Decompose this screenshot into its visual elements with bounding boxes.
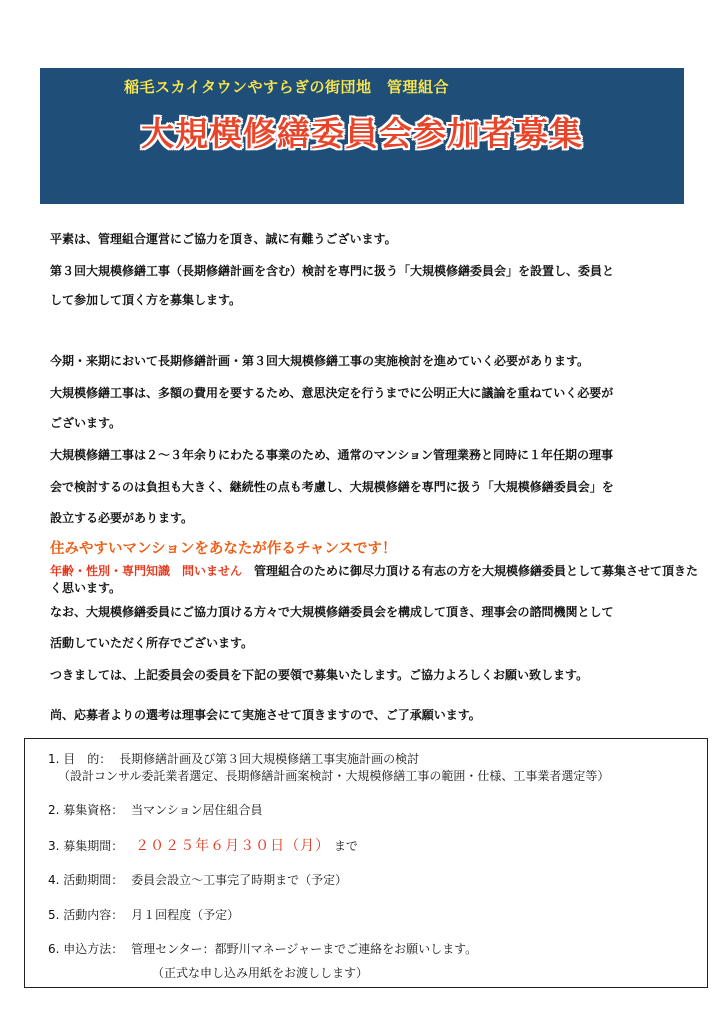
selection-paragraph: 尚、応募者よりの選考は理事会にて実施させて頂きますので、ご了承願います。 bbox=[50, 708, 481, 722]
advisory-paragraph-line2: 活動していただく所存でございます。 bbox=[50, 636, 254, 650]
eligibility-text: 管理組合のために御尽力頂ける有志の方を大規模修繕委員として募集させて頂きたく思います。 bbox=[50, 564, 699, 595]
cost-paragraph-line1: 大規模修繕工事は、多額の費用を要するため、意思決定を行うまでに公明正大に議論を重ねていく必要が bbox=[50, 386, 614, 400]
detail-activity-period-value: 委員会設立～工事完了時期まで（予定） bbox=[131, 873, 348, 887]
detail-application-note: （正式な申し込み用紙をお渡しします） bbox=[152, 966, 369, 980]
greeting-paragraph: 平素は、管理組合運営にご協力を頂き、誠に有難うございます。 bbox=[50, 232, 397, 246]
detail-activity-content-label: 5. 活動内容： bbox=[48, 908, 124, 922]
detail-activity-content bbox=[48, 906, 239, 923]
detail-purpose-label: 1. 目 的： bbox=[48, 752, 112, 766]
detail-period bbox=[48, 835, 358, 855]
reason-paragraph-line2: 会で検討するのは負担も大きく、継続性の点も考慮し、大規模修繕を専門に扱う「大規模修繕委員会」を bbox=[50, 480, 614, 494]
header-banner bbox=[40, 68, 684, 204]
detail-purpose-value: 長期修繕計画及び第３回大規模修繕工事実施計画の検討 bbox=[119, 752, 420, 766]
detail-activity-period bbox=[48, 871, 347, 888]
context-paragraph: 今期・来期において長期修繕計画・第３回大規模修繕工事の実施検討を進めていく必要があります。 bbox=[50, 354, 590, 368]
detail-purpose bbox=[48, 750, 419, 767]
cost-paragraph-line2: ございます。 bbox=[50, 416, 122, 430]
detail-application-label: 6. 申込方法： bbox=[48, 942, 124, 956]
detail-purpose-note: （設計コンサル委託業者選定、長期修繕計画案検討・大規模修繕工事の範囲・仕様、工事業者選定等） bbox=[58, 769, 610, 783]
reason-paragraph-line1: 大規模修繕工事は２～３年余りにわたる事業のため、通常のマンション管理業務と同時に１年任期の理事 bbox=[50, 448, 613, 462]
detail-eligibility-label: 2. 募集資格： bbox=[48, 803, 124, 817]
detail-activity-period-label: 4. 活動期間： bbox=[48, 873, 124, 887]
purpose-paragraph-line2: して参加して頂く方を募集します。 bbox=[50, 293, 242, 307]
eligibility-emphasis: 年齢・性別・専門知識 問いません bbox=[50, 564, 243, 578]
detail-application-value: 管理センター：都野川マネージャーまでご連絡をお願いします。 bbox=[131, 942, 478, 956]
association-name: 稲毛スカイタウンやすらぎの街団地 管理組合 bbox=[124, 78, 450, 96]
highlight-slogan: 住みやすいマンションをあなたが作るチャンスです！ bbox=[50, 541, 397, 557]
detail-period-date: ２０２５年６月３０日（月） bbox=[135, 838, 331, 854]
detail-eligibility-value: 当マンション居住組合員 bbox=[131, 803, 263, 817]
advisory-paragraph-line1: なお、大規模修繕委員にご協力頂ける方々で大規模修繕委員会を構成して頂き、理事会の諮問機関として bbox=[50, 605, 614, 619]
detail-eligibility bbox=[48, 801, 263, 818]
detail-application bbox=[48, 940, 477, 957]
purpose-paragraph-line1: 第３回大規模修繕工事（長期修繕計画を含む）検討を専門に扱う「大規模修繕委員会」を設置し、委員と bbox=[50, 264, 615, 278]
recruitment-paragraph: つきましては、上記委員会の委員を下記の要領で募集いたします。ご協力よろしくお願い致します。 bbox=[50, 668, 589, 682]
page-title: 大規模修繕委員会参加者募集 bbox=[141, 114, 583, 153]
detail-activity-content-value: 月１回程度（予定） bbox=[131, 908, 240, 922]
detail-period-suffix: まで bbox=[333, 839, 358, 853]
eligibility-paragraph bbox=[50, 563, 702, 597]
reason-paragraph-line3: 設立する必要があります。 bbox=[50, 511, 194, 525]
detail-period-label: 3. 募集期間： bbox=[48, 839, 124, 853]
